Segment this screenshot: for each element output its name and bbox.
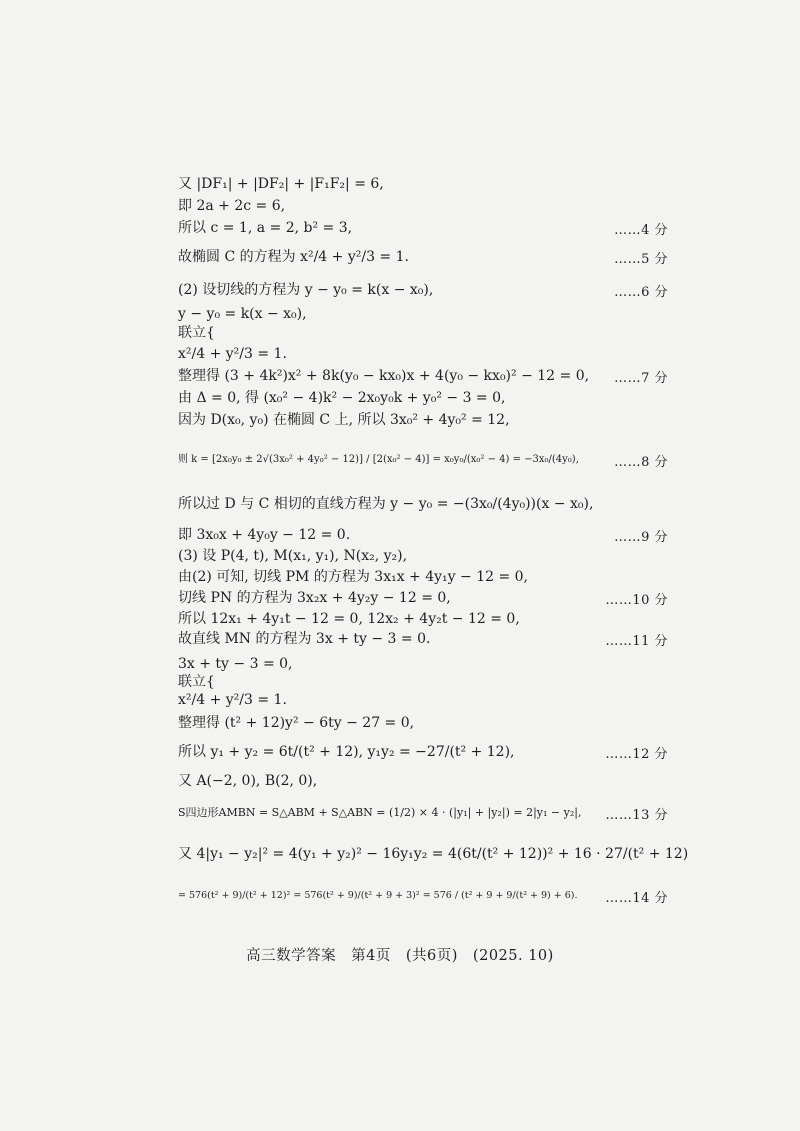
score-19: ……11 分 [605,634,668,649]
line-4: 故椭圆 C 的方程为 x²/4 + y²/3 = 1. [178,249,409,265]
line-5: (2) 设切线的方程为 y − y₀ = k(x − x₀), [178,282,434,298]
score-24: ……12 分 [605,747,668,762]
line-21: 联立{ [178,674,215,690]
score-5: ……6 分 [614,285,668,300]
line-3: 所以 c = 1, a = 2, b² = 3, [178,220,353,236]
line-27: 又 4|y₁ − y₂|² = 4(y₁ + y₂)² − 16y₁y₂ = 4(6t/(t² + 12))² + 16 · 27/(t² + 12) [178,846,689,862]
line-11: 因为 D(x₀, y₀) 在椭圆 C 上, 所以 3x₀² + 4y₀² = 12, [178,412,510,428]
line-25: 又 A(−2, 0), B(2, 0), [178,773,318,789]
line-26: S四边形AMBN = S△ABM + S△ABN = (1/2) × 4 · (|y₁| + |y₂|) = 2|y₁ − y₂|, [178,806,582,819]
line-28: = 576(t² + 9)/(t² + 12)² = 576(t² + 9)/(t² + 9 + 3)² = 576 / (t² + 9 + 9/(t² + 9) + 6). [178,890,578,901]
score-9: ……7 分 [614,371,668,386]
line-6: y − y₀ = k(x − x₀), [178,306,307,322]
line-17: 切线 PN 的方程为 3x₂x + 4y₂y − 12 = 0, [178,590,451,606]
line-15: (3) 设 P(4, t), M(x₁, y₁), N(x₂, y₂), [178,548,408,564]
line-24: 所以 y₁ + y₂ = 6t/(t² + 12), y₁y₂ = −27/(t² + 12), [178,744,515,760]
line-13: 所以过 D 与 C 相切的直线方程为 y − y₀ = −(3x₀/(4y₀))(x − x₀), [178,496,594,512]
line-20: 3x + ty − 3 = 0, [178,656,293,672]
score-3: ……4 分 [614,223,668,238]
line-1: 又 |DF₁| + |DF₂| + |F₁F₂| = 6, [178,176,384,192]
line-2: 即 2a + 2c = 6, [178,198,286,214]
line-16: 由(2) 可知, 切线 PM 的方程为 3x₁x + 4y₁y − 12 = 0, [178,569,528,585]
score-4: ……5 分 [614,252,668,267]
line-22: x²/4 + y²/3 = 1. [178,692,287,708]
score-17: ……10 分 [605,593,668,608]
score-26: ……13 分 [605,808,668,823]
line-19: 故直线 MN 的方程为 3x + ty − 3 = 0. [178,631,431,647]
line-9: 整理得 (3 + 4k²)x² + 8k(y₀ − kx₀)x + 4(y₀ − kx₀)² − 12 = 0, [178,368,590,384]
score-28: ……14 分 [605,891,668,906]
page-footer: 高三数学答案 第4页 (共6页) (2025. 10) [246,948,554,964]
score-14: ……9 分 [614,530,668,545]
line-18: 所以 12x₁ + 4y₁t − 12 = 0, 12x₂ + 4y₂t − 12 = 0, [178,611,520,627]
score-12: ……8 分 [614,455,668,470]
line-10: 由 Δ = 0, 得 (x₀² − 4)k² − 2x₀y₀k + y₀² − 3 = 0, [178,390,506,406]
line-23: 整理得 (t² + 12)y² − 6ty − 27 = 0, [178,715,415,731]
line-12: 则 k = [2x₀y₀ ± 2√(3x₀² + 4y₀² − 12)] / [2(x₀² − 4)] = x₀y₀/(x₀² − 4) = −3x₀/(4y₀), [178,454,579,465]
line-14: 即 3x₀x + 4y₀y − 12 = 0. [178,527,351,543]
line-7: 联立{ [178,325,215,341]
line-8: x²/4 + y²/3 = 1. [178,346,287,362]
